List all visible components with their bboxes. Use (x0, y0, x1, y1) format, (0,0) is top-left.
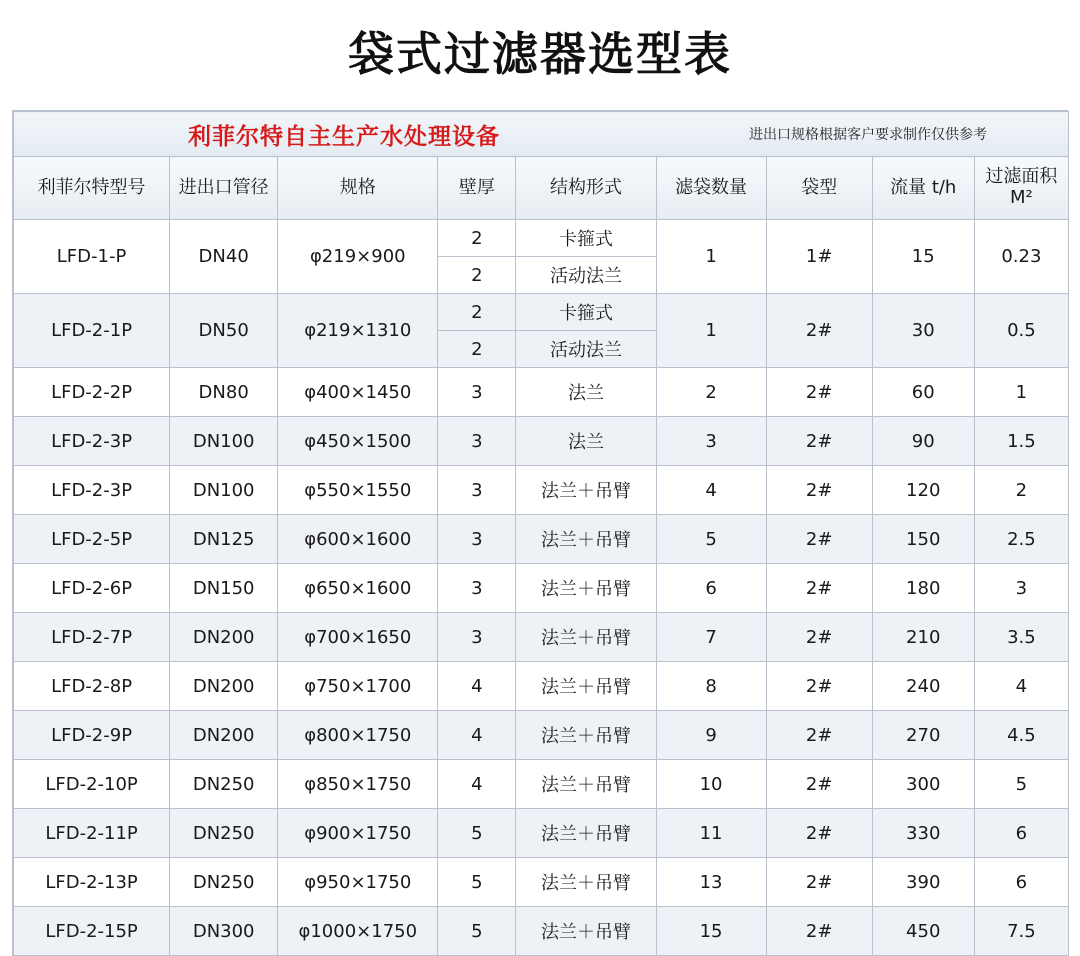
cell-wall: 5 (438, 809, 516, 858)
page-title: 袋式过滤器选型表 (348, 27, 732, 81)
cell-model: LFD-2-10P (14, 760, 170, 809)
cell-spec: φ800×1750 (278, 711, 438, 760)
cell-bags: 5 (656, 515, 766, 564)
banner-note: 进出口规格根据客户要求制作仅供参考 (749, 126, 987, 142)
cell-spec: φ950×1750 (278, 858, 438, 907)
cell-port: DN200 (170, 711, 278, 760)
table-row (14, 907, 1069, 956)
cell-wall: 3 (438, 417, 516, 466)
table-row (14, 809, 1069, 858)
cell-area: 4.5 (974, 711, 1068, 760)
cell-port: DN100 (170, 417, 278, 466)
table-row (14, 760, 1069, 809)
table-row (14, 220, 1069, 257)
cell-model: LFD-2-13P (14, 858, 170, 907)
column-header-area: 过滤面积 M² (974, 157, 1068, 220)
table-row (14, 417, 1069, 466)
cell-model: LFD-2-3P (14, 417, 170, 466)
cell-model: LFD-2-7P (14, 613, 170, 662)
cell-area: 6 (974, 858, 1068, 907)
table-row (14, 711, 1069, 760)
cell-model: LFD-2-1P (14, 294, 170, 368)
cell-area: 5 (974, 760, 1068, 809)
cell-bags: 2 (656, 368, 766, 417)
cell-model: LFD-2-2P (14, 368, 170, 417)
cell-spec: φ219×900 (278, 220, 438, 294)
cell-structure: 法兰＋吊臂 (516, 564, 656, 613)
cell-structure: 法兰＋吊臂 (516, 466, 656, 515)
cell-flow: 180 (872, 564, 974, 613)
cell-flow: 90 (872, 417, 974, 466)
column-header-bagtype: 袋型 (766, 157, 872, 220)
cell-bags: 9 (656, 711, 766, 760)
cell-port: DN250 (170, 809, 278, 858)
table-row (14, 613, 1069, 662)
table-row (14, 368, 1069, 417)
cell-structure: 法兰＋吊臂 (516, 907, 656, 956)
cell-structure: 卡箍式 (516, 294, 656, 331)
cell-structure: 法兰＋吊臂 (516, 809, 656, 858)
cell-bagtype: 2# (766, 368, 872, 417)
cell-bagtype: 2# (766, 515, 872, 564)
cell-bagtype: 2# (766, 417, 872, 466)
cell-structure: 法兰＋吊臂 (516, 662, 656, 711)
cell-spec: φ550×1550 (278, 466, 438, 515)
cell-model: LFD-2-8P (14, 662, 170, 711)
cell-spec: φ850×1750 (278, 760, 438, 809)
cell-port: DN250 (170, 760, 278, 809)
column-header-wall: 壁厚 (438, 157, 516, 220)
cell-bags: 4 (656, 466, 766, 515)
banner-cell (14, 112, 1069, 157)
cell-model: LFD-2-6P (14, 564, 170, 613)
cell-flow: 120 (872, 466, 974, 515)
cell-model: LFD-2-5P (14, 515, 170, 564)
column-header-model: 利菲尔特型号 (14, 157, 170, 220)
banner-title: 利菲尔特自主生产水处理设备 (188, 123, 500, 150)
cell-structure: 法兰 (516, 417, 656, 466)
cell-wall: 3 (438, 613, 516, 662)
cell-flow: 150 (872, 515, 974, 564)
cell-spec: φ219×1310 (278, 294, 438, 368)
cell-bags: 3 (656, 417, 766, 466)
cell-flow: 450 (872, 907, 974, 956)
cell-bagtype: 2# (766, 809, 872, 858)
cell-area: 7.5 (974, 907, 1068, 956)
cell-bagtype: 2# (766, 662, 872, 711)
cell-structure: 法兰 (516, 368, 656, 417)
cell-structure: 法兰＋吊臂 (516, 711, 656, 760)
table-row (14, 466, 1069, 515)
cell-spec: φ900×1750 (278, 809, 438, 858)
cell-flow: 15 (872, 220, 974, 294)
cell-spec: φ600×1600 (278, 515, 438, 564)
cell-port: DN200 (170, 613, 278, 662)
column-header-flow: 流量 t/h (872, 157, 974, 220)
cell-structure: 卡箍式 (516, 220, 656, 257)
cell-wall: 4 (438, 711, 516, 760)
column-header-bags: 滤袋数量 (656, 157, 766, 220)
cell-structure: 活动法兰 (516, 257, 656, 294)
cell-bagtype: 2# (766, 858, 872, 907)
cell-port: DN300 (170, 907, 278, 956)
cell-bagtype: 2# (766, 613, 872, 662)
cell-model: LFD-2-9P (14, 711, 170, 760)
cell-bags: 7 (656, 613, 766, 662)
cell-area: 0.23 (974, 220, 1068, 294)
cell-spec: φ650×1600 (278, 564, 438, 613)
table-header-row (14, 157, 1069, 220)
cell-wall: 3 (438, 466, 516, 515)
table-row (14, 662, 1069, 711)
cell-bagtype: 2# (766, 564, 872, 613)
cell-bags: 13 (656, 858, 766, 907)
cell-area: 2.5 (974, 515, 1068, 564)
cell-spec: φ400×1450 (278, 368, 438, 417)
cell-wall: 3 (438, 368, 516, 417)
table-row (14, 515, 1069, 564)
cell-area: 2 (974, 466, 1068, 515)
cell-bags: 6 (656, 564, 766, 613)
cell-port: DN50 (170, 294, 278, 368)
cell-wall: 2 (438, 331, 516, 368)
cell-flow: 330 (872, 809, 974, 858)
cell-spec: φ700×1650 (278, 613, 438, 662)
cell-model: LFD-1-P (14, 220, 170, 294)
cell-wall: 2 (438, 294, 516, 331)
cell-area: 3.5 (974, 613, 1068, 662)
cell-structure: 法兰＋吊臂 (516, 613, 656, 662)
cell-area: 6 (974, 809, 1068, 858)
cell-flow: 390 (872, 858, 974, 907)
cell-bags: 11 (656, 809, 766, 858)
table-row (14, 858, 1069, 907)
cell-flow: 30 (872, 294, 974, 368)
column-header-spec: 规格 (278, 157, 438, 220)
column-header-port: 进出口管径 (170, 157, 278, 220)
cell-structure: 法兰＋吊臂 (516, 858, 656, 907)
cell-area: 1 (974, 368, 1068, 417)
cell-wall: 3 (438, 515, 516, 564)
cell-flow: 210 (872, 613, 974, 662)
cell-port: DN40 (170, 220, 278, 294)
cell-wall: 5 (438, 858, 516, 907)
cell-bags: 10 (656, 760, 766, 809)
cell-wall: 5 (438, 907, 516, 956)
cell-port: DN150 (170, 564, 278, 613)
cell-bags: 15 (656, 907, 766, 956)
cell-wall: 2 (438, 257, 516, 294)
cell-bags: 1 (656, 294, 766, 368)
cell-wall: 4 (438, 760, 516, 809)
cell-spec: φ750×1700 (278, 662, 438, 711)
cell-model: LFD-2-15P (14, 907, 170, 956)
cell-model: LFD-2-11P (14, 809, 170, 858)
spec-table-container (12, 110, 1068, 956)
cell-bagtype: 2# (766, 760, 872, 809)
banner-row (14, 112, 1069, 157)
cell-port: DN200 (170, 662, 278, 711)
column-header-structure: 结构形式 (516, 157, 656, 220)
cell-bagtype: 2# (766, 294, 872, 368)
cell-area: 4 (974, 662, 1068, 711)
cell-port: DN80 (170, 368, 278, 417)
cell-bags: 1 (656, 220, 766, 294)
cell-wall: 2 (438, 220, 516, 257)
cell-spec: φ1000×1750 (278, 907, 438, 956)
cell-bagtype: 2# (766, 907, 872, 956)
cell-structure: 法兰＋吊臂 (516, 760, 656, 809)
cell-bagtype: 1# (766, 220, 872, 294)
cell-structure: 活动法兰 (516, 331, 656, 368)
cell-structure: 法兰＋吊臂 (516, 515, 656, 564)
cell-area: 1.5 (974, 417, 1068, 466)
cell-area: 0.5 (974, 294, 1068, 368)
cell-port: DN125 (170, 515, 278, 564)
cell-wall: 4 (438, 662, 516, 711)
cell-wall: 3 (438, 564, 516, 613)
cell-area: 3 (974, 564, 1068, 613)
table-row (14, 294, 1069, 331)
cell-spec: φ450×1500 (278, 417, 438, 466)
cell-flow: 300 (872, 760, 974, 809)
cell-flow: 240 (872, 662, 974, 711)
cell-flow: 60 (872, 368, 974, 417)
cell-model: LFD-2-3P (14, 466, 170, 515)
cell-bagtype: 2# (766, 711, 872, 760)
cell-bags: 8 (656, 662, 766, 711)
spec-table (13, 111, 1069, 956)
cell-bagtype: 2# (766, 466, 872, 515)
cell-port: DN100 (170, 466, 278, 515)
cell-flow: 270 (872, 711, 974, 760)
cell-port: DN250 (170, 858, 278, 907)
table-row (14, 564, 1069, 613)
